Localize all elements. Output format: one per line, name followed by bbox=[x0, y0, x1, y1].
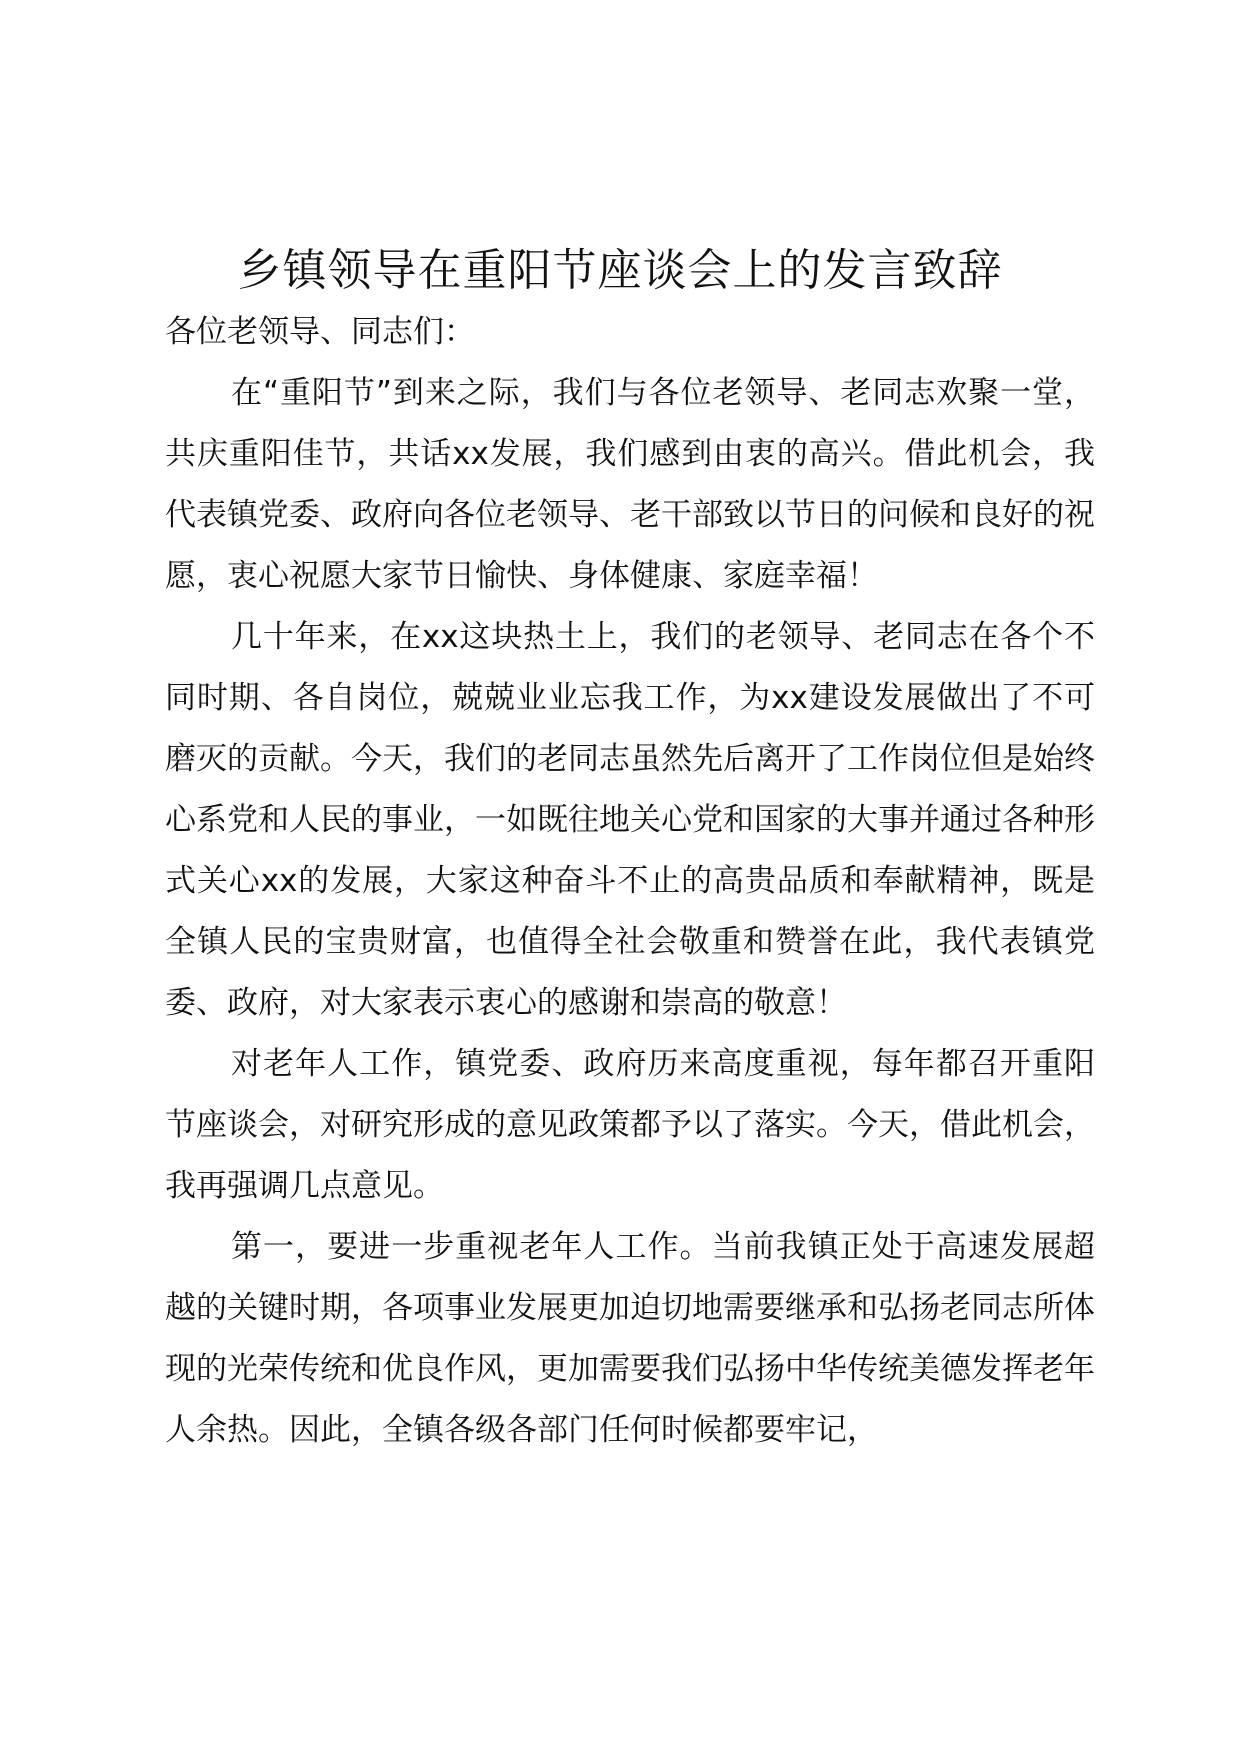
salutation: 各位老领导、同志们： bbox=[165, 314, 475, 350]
paragraph-1: 在“重阳节”到来之际，我们与各位老领导、老同志欢聚一堂，共庆重阳佳节，共话xx发展，我们感到由衷的高兴。借此机会，我代表镇党委、政府向各位老领导、老干部致以节日的问候和良好的祝愿，衷心祝愿大家节日愉快、身体健康、家庭幸福！ bbox=[165, 375, 1095, 594]
document-title: 乡镇领导在重阳节座谈会上的发言致辞 bbox=[237, 245, 1003, 296]
document-body bbox=[165, 302, 1095, 1461]
paragraph-2: 几十年来，在xx这块热土上，我们的老领导、老同志在各个不同时期、各自岗位，兢兢业业忘我工作，为xx建设发展做出了不可磨灭的贡献。今天，我们的老同志虽然先后离开了工作岗位但是始终心系党和人民的事业，一如既往地关心党和国家的大事并通过各种形式关心xx的发展，大家这种奋斗不止的高贵品质和奉献精神，既是全镇人民的宝贵财富，也值得全社会敬重和赞誉在此，我代表镇党委、政府，对大家表示衷心的感谢和崇高的敬意！ bbox=[165, 619, 1095, 1021]
paragraph-4: 第一，要进一步重视老年人工作。当前我镇正处于高速发展超越的关键时期，各项事业发展更加迫切地需要继承和弘扬老同志所体现的光荣传统和优良作风，更加需要我们弘扬中华传统美德发挥老年人余热。因此，全镇各级各部门任何时候都要牢记， bbox=[165, 1229, 1095, 1448]
paragraph-3: 对老年人工作，镇党委、政府历来高度重视，每年都召开重阳节座谈会，对研究形成的意见政策都予以了落实。今天，借此机会，我再强调几点意见。 bbox=[165, 1046, 1095, 1204]
